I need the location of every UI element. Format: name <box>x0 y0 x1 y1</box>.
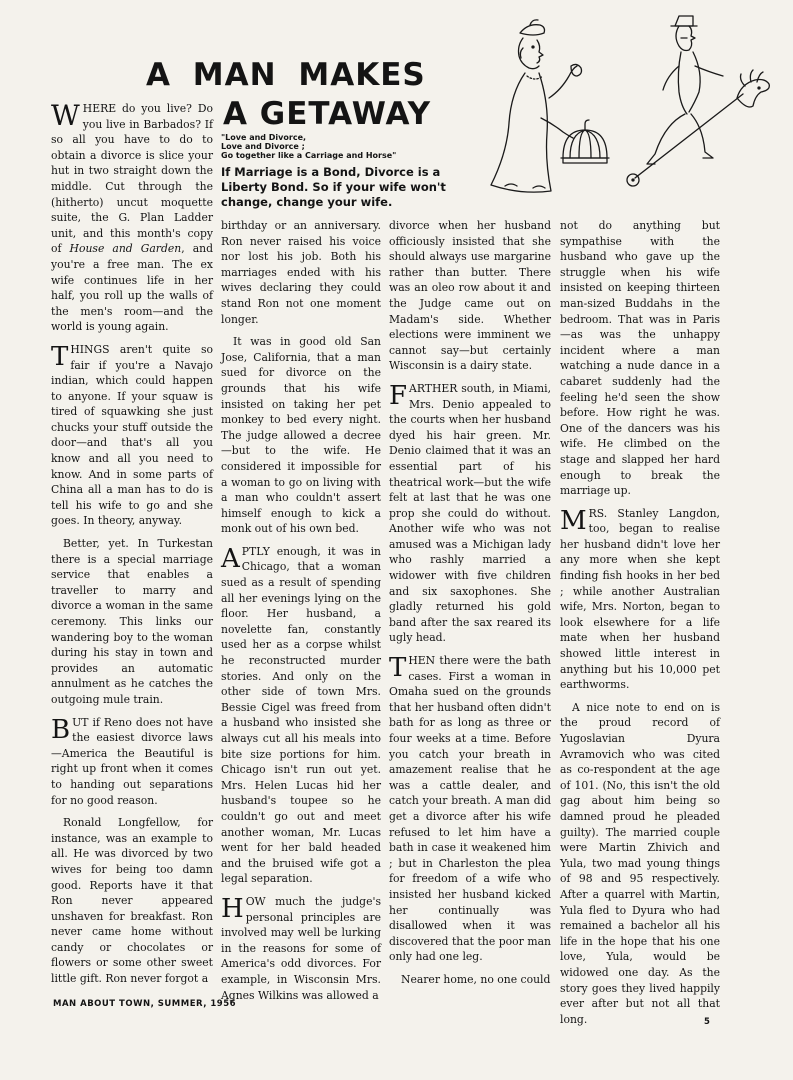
paragraph-text: HINGS aren't quite so fair if you're a Navajo indian, which could happen to anyone. If your squaw is tired of squawking she just chucks your stuff outside the door—and that's all you know and all you need to know. And in some parts of China all a man has to do is tell his wife to go and she goes. In theory, anyway. <box>51 342 213 528</box>
drop-cap: F <box>389 380 408 411</box>
paragraph-text: PTLY enough, it was in Chicago, that a woman sued as a result of spending all her evenings lying on the floor. Her husband, a novelette fan, constantly used her as a corpse whilst he reconstructed murder stories. And only on the other side of town Mrs. Bessie Cigel was freed from a husband who insisted she always cut all his meals into bite size portions for him. Chicago isn't run out yet. Mrs. Helen Lucas hid her husband's toupee so he couldn't go out and meet another woman, Mr. Lucas went for her bald headed and the bruised wife got a legal separation. <box>221 544 381 886</box>
paragraph: divorce when her husband officiously insisted that she should always use margarine rather than butter. There was an oleo row about it and the Judge came out on Madam's side. Whether elections were imminent we cannot say—but certainly Wisconsin is a dairy state. <box>389 219 551 373</box>
paragraph-text: OW much the judge's personal principles are involved may well be lurking in the reasons for some of America's odd divorces. For example, in Wisconsin Mrs. Agnes Wilkins was allowed a <box>221 894 381 1002</box>
paragraph: birthday or an anniversary. Ron never raised his voice nor lost his job. Both his marriages ended with his wives declaring they could stand Ron not one moment longer. <box>221 219 381 326</box>
paragraph <box>51 715 213 809</box>
drop-cap: H <box>221 893 244 924</box>
article-column-2 <box>221 218 381 1010</box>
article-column-1 <box>51 101 213 994</box>
drop-cap: B <box>51 714 71 745</box>
paragraph <box>389 381 551 646</box>
article-column-4 <box>560 218 720 1034</box>
drop-cap: T <box>389 653 407 684</box>
paragraph-text: ARTHER south, in Miami, Mrs. Denio appealed to the courts when her husband dyed his hair green. Mr. Denio claimed that it was an essential part of his theatrical work—but the wife felt at last that he was one prop she could do without. Another wife who was not amused was a Michigan lady who rashly married a widower with five children and six saxophones. She gladly returned his gold band after the sax reared its ugly head. <box>389 381 551 645</box>
drop-cap: T <box>51 341 69 372</box>
paragraph-text: HEN there were the bath cases. First a woman in Omaha sued on the grounds that her husband often didn't bath for as long as three or four weeks at a time. Before you catch your breath in amazement realise that he was a cattle dealer, and catch your breath. A man did get a divorce after his wife refused to let him have a bath in case it weakened him ; but in Charleston the plea for freedom of a wife who insisted her husband kicked her continually was disallowed when it was discovered that the poor man only had one leg. <box>389 654 551 964</box>
page-number: 5 <box>704 1017 710 1027</box>
paragraph: not do anything but sympathise with the husband who gave up the struggle when his wife insisted on keeping thirteen man-sized Buddahs in the bedroom. That was in Paris—as was the unhappy incident where a man watching a nude dance in a cabaret suddenly had the feeling he'd seen the show before. How right he was. One of the dancers was his wife. He climbed on the stage and slapped her hard enough to break the marriage up. <box>560 219 720 498</box>
paragraph-text: UT if Reno does not have the easiest divorce laws—America the Beautiful is right up front when it comes to handing out separations for no good reason. <box>51 715 213 807</box>
paragraph <box>560 506 720 693</box>
paragraph-text: , and you're a free man. The ex wife continues life in her half, you roll up the walls of the men's room—and the world is young again. <box>51 242 213 334</box>
paragraph <box>221 544 381 887</box>
article-column-3 <box>389 218 551 995</box>
paragraph-text: RS. Stanley Langdon, too, began to realise her husband didn't love her any more when she kept finding fish hooks in her bed ; while another Australian wife, Mrs. Norton, began to look elsewhere for a life mate when her husband showed little interest in anything but his 10,000 pet earthworms. <box>560 506 720 692</box>
drop-cap: A <box>221 543 240 574</box>
magazine-title-italic: House and Garden <box>69 242 182 256</box>
paragraph: It was in good old San Jose, California, that a man sued for divorce on the grounds that his wife insisted on taking her pet monkey to bed every night. The judge allowed a decree—but to the wife. He considered it impossible for a woman to go on living with a man who couldn't assert himself enough to kick a monk out of his own bed. <box>221 335 381 536</box>
cartoon-illustration <box>475 8 775 208</box>
kicker-quote: "Love and Divorce, Love and Divorce ; Go together like a Carriage and Horse" <box>221 133 397 160</box>
paragraph-text: HERE do you live? Do you live in Barbados? If so all you have to do to obtain a divorce is slice your hut in two straight down the middle. Cut through the (hitherto) uncut moquette suite, the G. Plan Ladder unit, and this month's copy of <box>51 102 213 256</box>
woman-figure <box>491 20 609 192</box>
paragraph: Nearer home, no one could <box>401 972 551 986</box>
paragraph <box>51 101 213 335</box>
paragraph: Better, yet. In Turkestan there is a special marriage service that enables a traveller to marry and divorce a woman in the same ceremony. This links our wandering boy to the woman during his stay in town and provides an automatic annulment as he catches the outgoing mule train. <box>51 537 213 706</box>
headline-line-1: A MAN MAKES <box>146 57 426 93</box>
paragraph: A nice note to end on is the proud record of Yugoslavian Dyura Avramovich who was cited as co-respondent at the age of 101. (No, this isn't the old gag about him being so damned proud he pleaded guilty). The married couple were Martin Zhivich and Yula, two mad young things of 98 and 95 respectively. After a quarrel with Martin, Yula fled to Dyura who had remained a bachelor all his life in the hope that his one love, Yula, would be widowed one day. As the story goes they lived happily ever after but not all that long. <box>560 700 720 1026</box>
paragraph <box>51 342 213 529</box>
paragraph <box>389 653 551 965</box>
drop-cap: M <box>560 505 587 536</box>
headline-line-2: A GETAWAY <box>223 96 432 132</box>
man-on-hobby-horse <box>627 16 769 186</box>
drop-cap: W <box>51 99 80 132</box>
footer-publication-line: MAN ABOUT TOWN, SUMMER, 1956 <box>53 999 237 1009</box>
paragraph: Ronald Longfellow, for instance, was an example to all. He was divorced by two wives for being too damn good. Reports have it that Ron never appeared unshaven for breakfast. Ron never came home without candy or chocolates or flowers or some other sweet little gift. Ron never forgot a <box>51 816 213 986</box>
standfirst: If Marriage is a Bond, Divorce is a Liberty Bond. So if your wife won't change, change your wife. <box>221 165 446 209</box>
paragraph <box>221 894 381 1003</box>
